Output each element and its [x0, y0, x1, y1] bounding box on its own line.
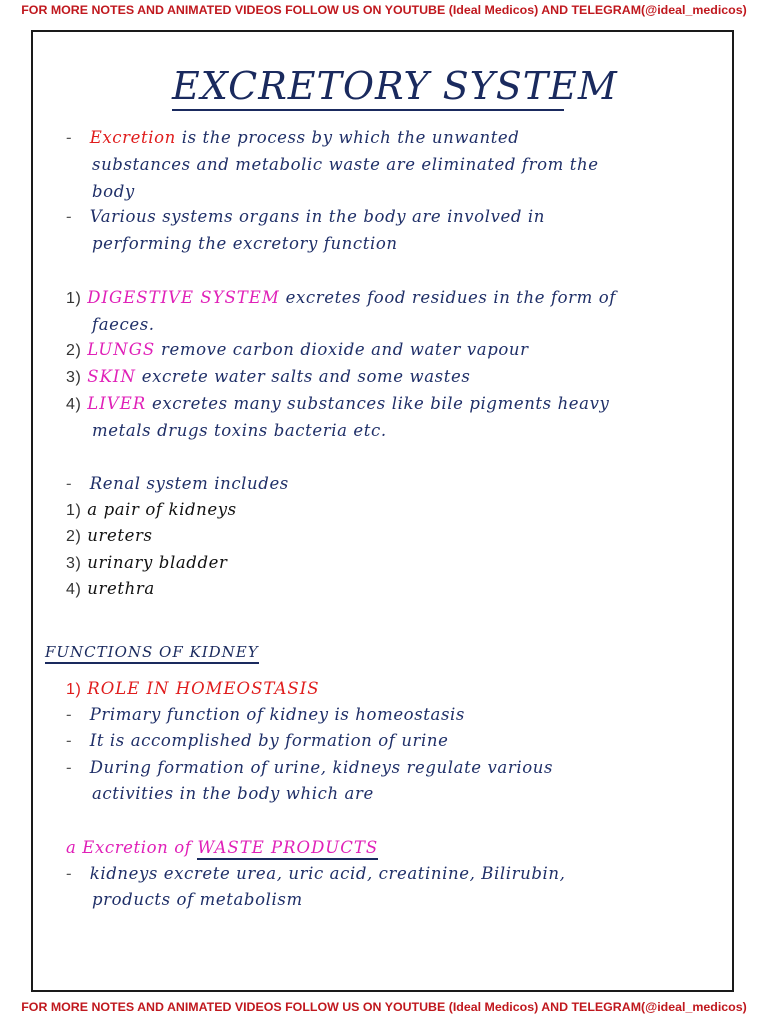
renal-heading — [66, 474, 289, 493]
waste-products-highlight: WASTE PRODUCTS — [197, 838, 378, 860]
system-item-4 — [66, 394, 609, 414]
system-desc: excretes food residues in the form of — [285, 288, 616, 307]
intro-line-1 — [66, 128, 519, 147]
sub-label: a — [66, 838, 77, 857]
intro-line-2: substances and metabolic waste are eliminated from the — [92, 155, 599, 174]
list-number: 2) — [66, 342, 82, 359]
system-item-1-cont: faeces. — [92, 315, 155, 334]
list-number: 1) — [66, 290, 82, 307]
function-point-2 — [66, 731, 449, 750]
system-name: LUNGS — [87, 340, 156, 359]
renal-item-text: ureters — [87, 526, 153, 545]
intro-text: is the process by which the unwanted — [181, 128, 520, 147]
sub-text: Excretion of — [82, 838, 192, 857]
intro-line-4 — [66, 207, 545, 226]
system-desc: remove carbon dioxide and water vapour — [161, 340, 529, 359]
waste-text: kidneys excrete urea, uric acid, creatinine, Bilirubin, — [89, 864, 566, 883]
functions-heading-text: FUNCTIONS OF KIDNEY — [45, 643, 259, 664]
system-desc: excretes many substances like bile pigments heavy — [152, 394, 610, 413]
system-item-2 — [66, 340, 529, 360]
renal-item-text: urethra — [87, 579, 155, 598]
system-name: LIVER — [87, 394, 147, 413]
function-point-1 — [66, 705, 465, 724]
function-point-3 — [66, 758, 553, 777]
system-item-4-cont: metals drugs toxins bacteria etc. — [92, 421, 387, 440]
bullet-dash: - — [66, 128, 90, 147]
renal-item-text: a pair of kidneys — [87, 500, 237, 519]
list-number: 2) — [66, 528, 82, 545]
system-desc: excrete water salts and some wastes — [141, 367, 471, 386]
point-text: During formation of urine, kidneys regulate various — [89, 758, 554, 777]
top-banner: FOR MORE NOTES AND ANIMATED VIDEOS FOLLOW US ON YOUTUBE (Ideal Medicos) AND TELEGRAM(@ideal_medicos) — [21, 3, 747, 17]
function-point-3-cont: activities in the body which are — [92, 784, 374, 803]
system-item-3 — [66, 367, 470, 387]
excretion-term: Excretion — [89, 128, 176, 147]
functions-heading — [45, 643, 259, 661]
renal-item-3 — [66, 553, 227, 573]
title-underline — [172, 109, 564, 111]
waste-subheading — [66, 838, 378, 857]
list-number: 4) — [66, 581, 82, 598]
system-name: DIGESTIVE SYSTEM — [87, 288, 280, 307]
renal-item-text: urinary bladder — [87, 553, 228, 572]
renal-heading-text: Renal system includes — [89, 474, 289, 493]
intro-line-5: performing the excretory function — [92, 234, 398, 253]
system-item-1 — [66, 288, 616, 308]
bullet-dash: - — [66, 705, 90, 724]
role-title: ROLE IN HOMEOSTASIS — [87, 679, 320, 698]
waste-line-2: products of metabolism — [92, 890, 303, 909]
bullet-dash: - — [66, 474, 90, 493]
renal-item-4 — [66, 579, 155, 599]
list-number: 3) — [66, 555, 82, 572]
point-text: It is accomplished by formation of urine — [89, 731, 449, 750]
intro-text: Various systems organs in the body are involved in — [89, 207, 545, 226]
list-number: 3) — [66, 369, 82, 386]
renal-item-2 — [66, 526, 153, 546]
bottom-banner: FOR MORE NOTES AND ANIMATED VIDEOS FOLLOW US ON YOUTUBE (Ideal Medicos) AND TELEGRAM(@ideal_medicos) — [21, 1000, 747, 1014]
bullet-dash: - — [66, 864, 90, 883]
point-text: Primary function of kidney is homeostasis — [89, 705, 465, 724]
bullet-dash: - — [66, 731, 90, 750]
page-title: EXCRETORY SYSTEM — [172, 64, 618, 108]
bullet-dash: - — [66, 758, 90, 777]
waste-line-1 — [66, 864, 565, 883]
list-number: 4) — [66, 396, 82, 413]
list-number: 1) — [66, 502, 82, 519]
intro-line-3: body — [92, 182, 135, 201]
bullet-dash: - — [66, 207, 90, 226]
system-name: SKIN — [87, 367, 136, 386]
renal-item-1 — [66, 500, 237, 520]
role-heading — [66, 679, 320, 699]
list-number: 1) — [66, 681, 82, 698]
